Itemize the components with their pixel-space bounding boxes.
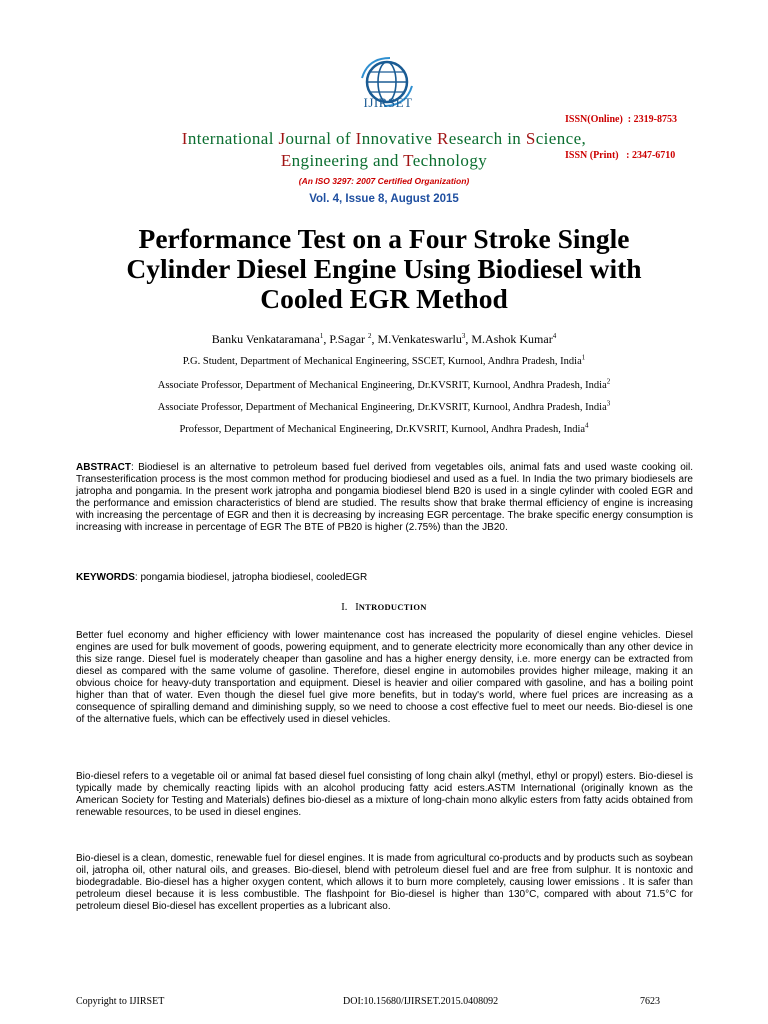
paper-title	[40, 224, 728, 314]
abstract-label: ABSTRACT	[76, 462, 131, 473]
keywords-label: KEYWORDS	[76, 572, 135, 583]
section-title-rest: NTRODUCTION	[358, 602, 427, 612]
author-name: Banku Venkataramana	[211, 332, 320, 346]
author-name: P.Sagar	[329, 332, 369, 346]
affiliation	[0, 399, 768, 413]
footer-doi: DOI:10.15680/IJIRSET.2015.0408092	[343, 996, 499, 1007]
journal-name	[0, 128, 768, 172]
abstract-text: : Biodiesel is an alternative to petroleum based fuel derived from vegetables oils, animal fats and used waste cooking oil. Transesterification process is the most common method for producing biodiesel and used as a fuel. In India the two primary biodiesels are jatropha and pongamia. In the present work jatropha and pongamia biodiesel blend B20 is used in a single cylinder with cooled EGR and the performance and emission characteristics of blend are studied. The results show that brake thermal efficiency of engine is increasing with increasing the percentage of EGR and then it is decreasing by increasing EGR percentage. The brake specific energy consumption is increasing with increase in percentage of EGR The BTE of PB20 is higher (2.75%) than the JB20.	[76, 462, 693, 533]
section-title-first: I	[355, 602, 359, 613]
section-heading	[0, 602, 768, 613]
affiliation-text: Associate Professor, Department of Mechanical Engineering, Dr.KVSRIT, Kurnool, Andhra Pradesh, India	[157, 402, 607, 413]
body-paragraph: Bio-diesel is a clean, domestic, renewable fuel for diesel engines. It is made from agricultural co-products and by products such as soybean oil, jatropha oil, other natural oils, and greases. Bio-diesel, blend with petroleum diesel fuel and are free from sulphur. It is nontoxic and biodegradable. Bio-diesel has a higher oxygen content, which allows it to burn more completely, causing lower emissions . It is safer than petroleum diesel because it is less combustible. The flashpoint for Bio-diesel is higher than 130°C, compared with about 71.5°C for petroleum diesel Bio-diesel has excellent properties as a lubricant also.	[76, 853, 693, 912]
affiliation-text: Professor, Department of Mechanical Engineering, Dr.KVSRIT, Kurnool, Andhra Pradesh, India	[179, 424, 586, 435]
author-sup: 1	[319, 332, 324, 340]
author-sup: 3	[461, 332, 466, 340]
author-sup: 4	[552, 332, 557, 340]
affiliation-text: P.G. Student, Department of Mechanical Engineering, SSCET, Kurnool, Andhra Pradesh, India	[182, 356, 582, 367]
title-line: Performance Test on a Four Stroke Single	[138, 223, 630, 254]
abstract	[76, 462, 693, 534]
footer-copyright: Copyright to IJIRSET	[76, 996, 165, 1007]
issn-online: ISSN(Online) : 2319-8753	[565, 114, 677, 125]
section-number: I.	[341, 602, 348, 613]
footer-page-number: 7623	[640, 996, 660, 1007]
author-sep: ,	[465, 332, 472, 346]
iso-certification: (An ISO 3297: 2007 Certified Organization)	[298, 176, 470, 186]
journal-name-line2: Engineering and Technology	[280, 151, 488, 170]
affiliation-sup: 2	[606, 377, 611, 386]
author-name: M.Venkateswarlu	[377, 332, 462, 346]
affiliation-sup: 3	[606, 399, 611, 408]
issn-print: ISSN (Print) : 2347-6710	[565, 150, 676, 161]
body-paragraph: Better fuel economy and higher efficiency with lower maintenance cost has increased the popularity of diesel engine vehicles. Diesel engines are used for bulk movement of goods, powering equipment, and to generate electricity more economically than any other device in this size range. Diesel fuel is moderately cheaper than gasoline and has a higher energy density, i.e. more energy can be extracted from diesel as compared with the same volume of gasoline. Therefore, diesel engine in automobiles provides higher mileage, making it an obvious choice for heavy-duty transportation and equipment. Diesel is heavier and oilier compared with gasoline, and has a boiling point higher than that of water. Even though the diesel fuel give more benefits, but in today's world, where fuel prices are increasing as a consequence of spiralling demand and diminishing supply, so we need to choose a cost effective fuel to meet our needs. Bio-diesel is one of the alternative fuels, which can be effectively used in diesel vehicles.	[76, 630, 693, 725]
affiliation	[0, 377, 768, 391]
affiliation-sup: 4	[585, 421, 589, 430]
affiliation-sup: 1	[581, 353, 586, 362]
keywords-text: : pongamia biodiesel, jatropha biodiesel, cooledEGR	[134, 572, 368, 583]
affiliation	[0, 421, 768, 435]
author-sep: ,	[323, 332, 330, 346]
body-paragraph: Bio-diesel refers to a vegetable oil or animal fat based diesel fuel consisting of long chain alkyl (methyl, ethyl or propyl) esters. Bio-diesel is typically made by chemically reacting lipids with an alcohol producing fatty acid esters.ASTM International (originally known as the American Society for Testing and Materials) defines bio-diesel as a mixture of long-chain mono alkylic esters from fatty acids obtained from renewable resources, to be used in diesel engines.	[76, 771, 693, 818]
keywords	[76, 572, 693, 584]
author-list	[0, 332, 768, 347]
title-line: Cylinder Diesel Engine Using Biodiesel with	[126, 253, 642, 284]
journal-name-line1: International Journal of Innovative Research in Science,	[181, 129, 587, 148]
author-name: M.Ashok Kumar	[471, 332, 553, 346]
affiliation	[0, 353, 768, 367]
logo-text: IJIRSET	[363, 95, 413, 110]
affiliation-text: Associate Professor, Department of Mechanical Engineering, Dr.KVSRIT, Kurnool, Andhra Pradesh, India	[157, 380, 607, 391]
volume-issue: Vol. 4, Issue 8, August 2015	[309, 193, 459, 205]
author-sep: ,	[371, 332, 378, 346]
author-sup: 2	[368, 332, 372, 340]
title-line: Cooled EGR Method	[260, 283, 508, 314]
